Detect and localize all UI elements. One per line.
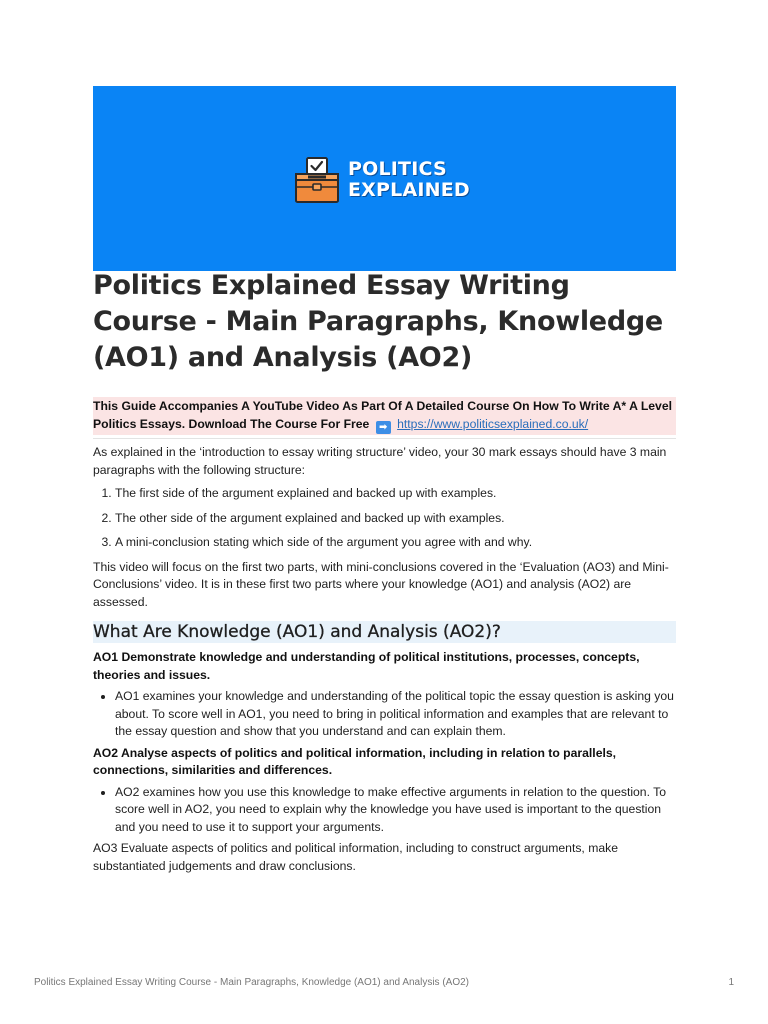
list-item: • AO2 examines how you use this knowledge to make effective arguments in relation to the question. To score well in AO2, you need to explain why the knowledge you have used is important to the question and you need to use it to support your arguments. [115, 784, 676, 837]
list-item: 1. The first side of the argument explained and backed up with examples. [115, 485, 676, 503]
list-item: 2. The other side of the argument explained and backed up with examples. [115, 510, 676, 528]
focus-paragraph: This video will focus on the first two parts, with mini-conclusions covered in the ‘Evaluation (AO3) and Mini-Conclusions’ video. It is in these first two parts where your knowledge (AO1) and analysis (AO2) are assessed. [93, 559, 669, 609]
logo-line-2: EXPLAINED [348, 179, 470, 201]
document-title: Politics Explained Essay Writing Course - Main Paragraphs, Knowledge (AO1) and Analysis (AO2) [93, 270, 663, 373]
course-link[interactable]: https://www.politicsexplained.co.uk/ [397, 416, 589, 431]
right-arrow-icon: ➡ [376, 421, 391, 434]
list-item: • AO1 examines your knowledge and understanding of the political topic the essay question is asking you about. To score well in AO1, you need to bring in political information and examples that are relevant to the essay question and show that you understand and can explain them. [115, 688, 676, 741]
ao2-list [93, 784, 676, 837]
list-item: 3. A mini-conclusion stating which side of the argument you agree with and why. [115, 534, 676, 552]
divider [93, 438, 676, 439]
document-page [93, 86, 676, 873]
header-banner [93, 86, 676, 271]
section-heading: What Are Knowledge (AO1) and Analysis (AO2)? [93, 621, 676, 643]
ballot-box-icon [292, 156, 342, 204]
document-body [93, 444, 676, 875]
callout-text: This Guide Accompanies A YouTube Video As Part Of A Detailed Course On How To Write A* A Level Politics Essays. Download The Course For Free [93, 399, 672, 431]
ao3-paragraph: AO3 Evaluate aspects of politics and political information, including to construct arguments, make substantiated judgements and draw conclusions. [93, 841, 619, 873]
logo-line-1: POLITICS [348, 158, 447, 180]
course-callout [93, 397, 676, 435]
ao2-heading: AO2 Analyse aspects of politics and political information, including in relation to parallels, connections, similarities and differences. [93, 745, 617, 777]
footer-text: Politics Explained Essay Writing Course - Main Paragraphs, Knowledge (AO1) and Analysis (AO2) [34, 977, 470, 988]
politics-explained-logo [292, 156, 470, 204]
page-number: 1 [728, 977, 734, 988]
ao1-list [93, 688, 676, 741]
structure-list [93, 485, 676, 552]
page-footer [34, 977, 734, 988]
intro-paragraph: As explained in the ‘introduction to essay writing structure’ video, your 30 mark essays should have 3 main paragraphs with the following structure: [93, 445, 667, 477]
ao1-heading: AO1 Demonstrate knowledge and understanding of political institutions, processes, concepts, theories and issues. [93, 650, 640, 682]
